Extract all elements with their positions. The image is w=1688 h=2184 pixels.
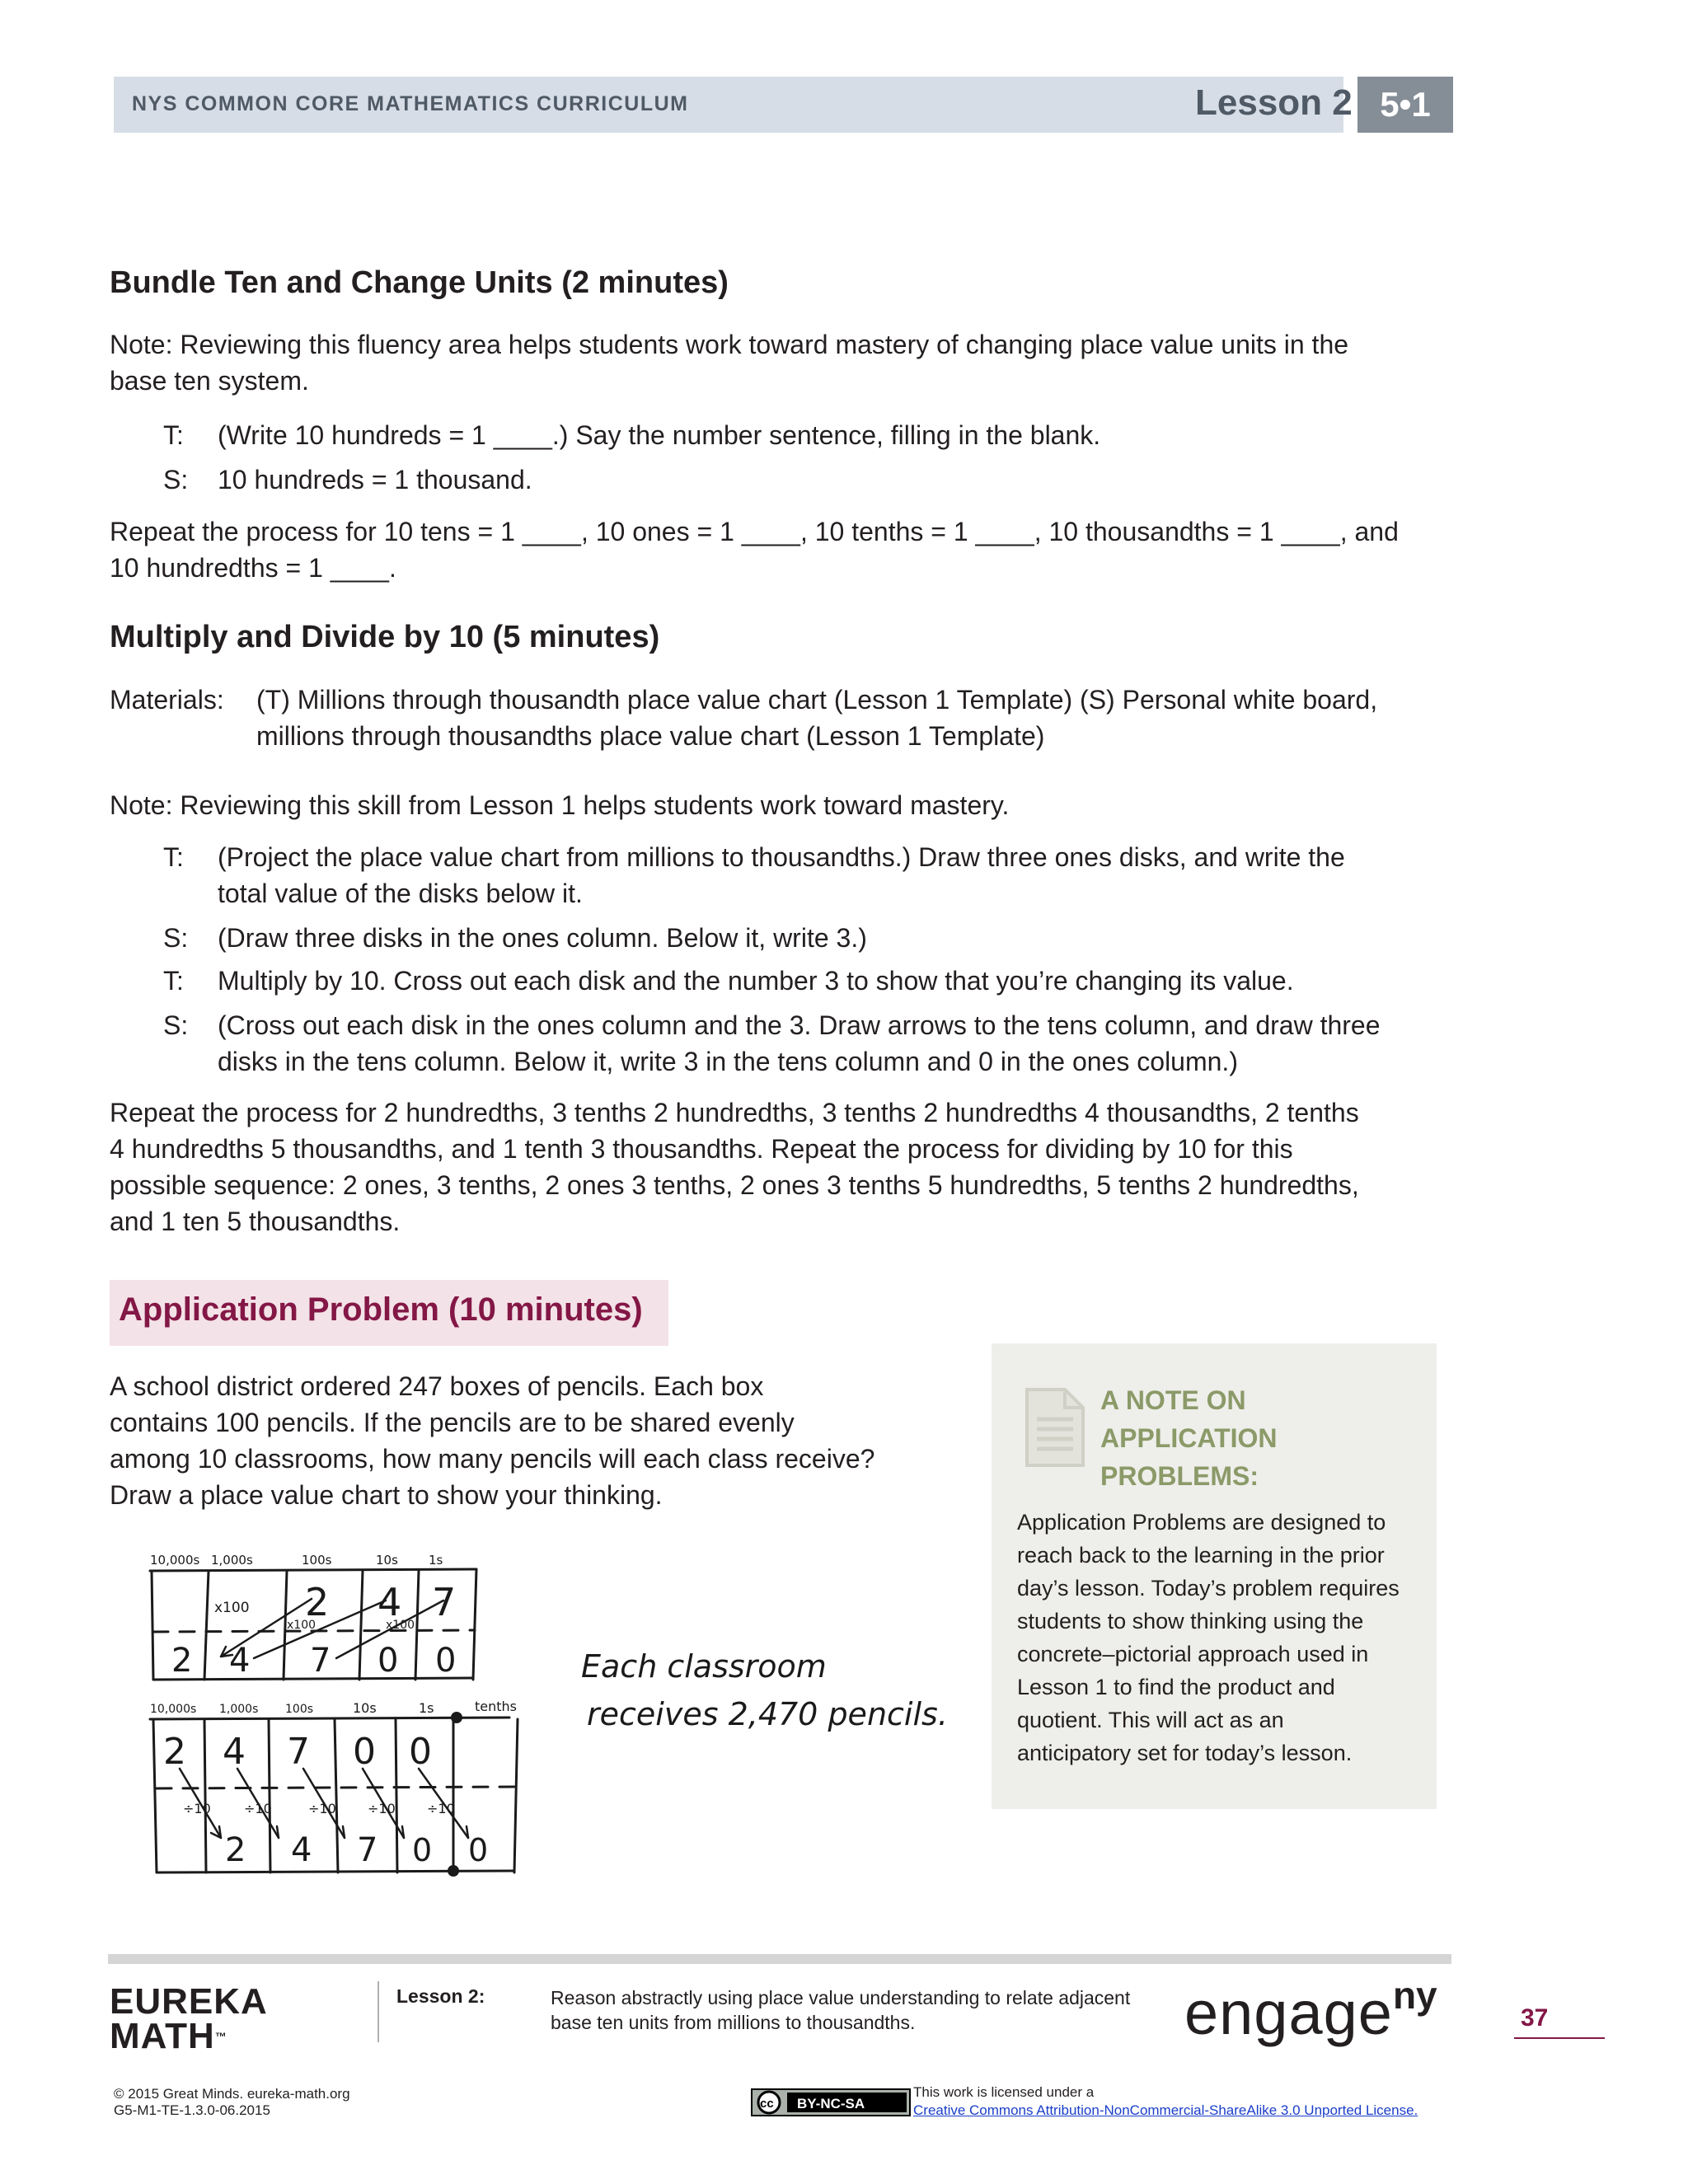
chart-digit: 0: [468, 1832, 489, 1868]
materials-line: millions through thousandths place value chart (Lesson 1 Template): [256, 721, 1045, 751]
note-text: [110, 326, 1348, 399]
chart-digit: 4: [291, 1831, 312, 1869]
note-heading-line: PROBLEMS:: [1100, 1461, 1259, 1491]
chart-rule: [150, 1569, 476, 1571]
chart-header: 1s: [419, 1700, 434, 1716]
repeat-line: and 1 ten 5 thousandths.: [110, 1207, 401, 1236]
note-body: [1017, 1506, 1421, 1769]
lesson-title: Lesson 2: [1195, 82, 1353, 123]
footer-description-line: Reason abstractly using place value understanding to relate adjacent: [551, 1987, 1131, 2008]
dialogue-text: (Project the place value chart from millions to thousandths.) Draw three ones disks, and write the: [218, 842, 1345, 872]
chart-digit: 2: [163, 1731, 186, 1773]
eureka-math-logo: [110, 1981, 268, 2056]
materials-label: Materials:: [110, 685, 224, 715]
arrow-label: x100: [386, 1619, 415, 1632]
footer-description-line: base ten units from millions to thousandths.: [551, 2012, 916, 2033]
arrow-label: ÷10: [368, 1801, 396, 1816]
license-text: This work is licensed under a: [913, 2084, 1095, 2100]
chart-column-lines: [153, 1719, 518, 1872]
chart-header: 100s: [285, 1703, 314, 1716]
cc-badge-label: BY-NC-SA: [797, 2096, 865, 2111]
note-body-line: quotient. This will act as an: [1017, 1708, 1284, 1732]
note-body-line: concrete–pictorial approach used in: [1017, 1642, 1369, 1666]
application-title: Application Problem (10 minutes): [119, 1291, 643, 1328]
page-number: 37: [1521, 2004, 1549, 2032]
note-body-line: Application Problems are designed to: [1017, 1510, 1386, 1535]
cc-icon: cc: [760, 2097, 774, 2111]
chart-header: 100s: [302, 1553, 332, 1568]
curriculum-title: NYS COMMON CORE MATHEMATICS CURRICULUM: [132, 92, 689, 115]
logo-line: EUREKA: [110, 1981, 268, 2022]
section-title-bundle-ten: Bundle Ten and Change Units (2 minutes): [110, 265, 729, 300]
repeat-line: 4 hundredths 5 thousandths, and 1 tenth 3 thousandths. Repeat the process for dividing by 10 for this: [110, 1134, 1293, 1164]
chart-digit: 7: [357, 1831, 378, 1869]
chart-header: 10,000s: [150, 1553, 200, 1568]
repeat-line: Repeat the process for 10 tens = 1 ____, 10 ones = 1 ____, 10 tenths = 1 ____, 10 thousandths = 1 ____, and: [110, 517, 1399, 546]
chart-digit: 0: [412, 1832, 433, 1868]
materials-text: [256, 682, 1377, 754]
note-heading-line: A NOTE ON: [1100, 1385, 1246, 1415]
document-code: G5-M1-TE-1.3.0-06.2015: [114, 2102, 270, 2118]
module-badge: 5•1: [1357, 77, 1453, 133]
answer-line: Each classroom: [581, 1648, 827, 1685]
arrow-label: ÷10: [427, 1801, 455, 1816]
ny-text: ny: [1392, 1974, 1437, 2017]
chart-digit: 7: [432, 1580, 457, 1624]
note-body-line: reach back to the learning in the prior: [1017, 1543, 1385, 1568]
problem-line: Draw a place value chart to show your thinking.: [110, 1480, 663, 1510]
chart-digit: 4: [223, 1731, 246, 1773]
dialogue-text: disks in the tens column. Below it, write 3 in the tens column and 0 in the ones column.): [218, 1047, 1238, 1076]
chart-header: 1s: [429, 1553, 443, 1568]
chart-digit: 4: [229, 1642, 251, 1680]
speaker-label: T:: [163, 966, 184, 996]
speaker-label: S:: [163, 1010, 189, 1040]
materials-line: (T) Millions through thousandth place value chart (Lesson 1 Template) (S) Personal white board,: [256, 685, 1378, 715]
chart-rule: [157, 1871, 514, 1872]
repeat-text: [110, 1094, 1359, 1240]
speaker-label: S:: [163, 465, 189, 494]
dialogue-text: (Draw three disks in the ones column. Below it, write 3.): [218, 923, 867, 953]
chart-digit: 7: [287, 1731, 310, 1773]
chart-digit: 0: [435, 1642, 457, 1680]
repeat-text: [110, 513, 1399, 586]
dialogue-text: 10 hundreds = 1 thousand.: [218, 465, 532, 494]
arrow-label: ÷10: [308, 1801, 336, 1816]
footer-description: [551, 1985, 1177, 2035]
chart-digit: 0: [409, 1731, 432, 1773]
note-body-line: students to show thinking using the: [1017, 1609, 1364, 1633]
arrow-label: ÷10: [183, 1801, 211, 1816]
problem-text: [110, 1368, 967, 1513]
chart-digit: 7: [310, 1642, 331, 1680]
chart-header: 10s: [376, 1553, 398, 1568]
logo-line: MATH: [110, 2016, 215, 2056]
cc-license-badge[interactable]: [751, 2088, 911, 2116]
place-value-chart-divide: [147, 1698, 542, 1883]
footer-rule: [108, 1954, 1451, 1964]
chart-header: 10,000s: [150, 1703, 197, 1716]
dialogue-text: total value of the disks below it.: [218, 879, 583, 908]
arrow-label: x100: [287, 1619, 316, 1632]
chart-header: 1,000s: [219, 1703, 259, 1716]
speaker-label: S:: [163, 923, 189, 953]
problem-line: among 10 classrooms, how many pencils will each class receive?: [110, 1444, 875, 1474]
trademark: ™: [214, 2030, 227, 2043]
speaker-label: T:: [163, 420, 184, 450]
section-title-multiply-divide: Multiply and Divide by 10 (5 minutes): [110, 620, 660, 654]
decimal-point: [448, 1865, 459, 1877]
chart-header: 10s: [353, 1700, 377, 1716]
problem-line: A school district ordered 247 boxes of pencils. Each box: [110, 1371, 764, 1401]
note-line: Note: Reviewing this fluency area helps students work toward mastery of changing place value units in the: [110, 330, 1349, 359]
note-text: Note: Reviewing this skill from Lesson 1 helps students work toward mastery.: [110, 790, 1010, 820]
license-link[interactable]: Creative Commons Attribution-NonCommercial-ShareAlike 3.0 Unported License.: [913, 2102, 1418, 2118]
chart-header: 1,000s: [211, 1553, 253, 1568]
chart-header: tenths: [475, 1699, 518, 1714]
note-body-line: anticipatory set for today’s lesson.: [1017, 1741, 1353, 1765]
answer-line: receives 2,470 pencils.: [587, 1696, 948, 1732]
speaker-label: T:: [163, 842, 184, 872]
dialogue-text: (Write 10 hundreds = 1 ____.) Say the number sentence, filling in the blank.: [218, 420, 1101, 450]
chart-digit: 2: [225, 1831, 246, 1869]
copyright-text: © 2015 Great Minds. eureka-math.org: [114, 2086, 350, 2102]
engage-text: engage: [1184, 1979, 1393, 2047]
note-heading-line: APPLICATION: [1100, 1423, 1278, 1453]
chart-digit: 0: [377, 1642, 399, 1680]
note-line: base ten system.: [110, 366, 309, 396]
chart-digit: 2: [171, 1642, 193, 1680]
footer-divider: [377, 1981, 379, 2042]
dialogue-text: Multiply by 10. Cross out each disk and the number 3 to show that you’re changing its value.: [218, 966, 1294, 996]
repeat-line: possible sequence: 2 ones, 3 tenths, 2 ones 3 tenths, 2 ones 3 tenths 5 hundredths, 5 tenths 2 hundredths,: [110, 1170, 1359, 1200]
repeat-line: 10 hundredths = 1 ____.: [110, 553, 396, 583]
dialogue-text: (Cross out each disk in the ones column and the 3. Draw arrows to the tens column, and draw three: [218, 1010, 1381, 1040]
note-heading: [1100, 1381, 1315, 1495]
chart-digit: 4: [377, 1580, 402, 1624]
chart-digit: 0: [353, 1731, 376, 1773]
arrow-label: x100: [214, 1600, 250, 1616]
repeat-line: Repeat the process for 2 hundredths, 3 tenths 2 hundredths, 3 tenths 2 hundredths 4 thousandths, 2 tenths: [110, 1098, 1359, 1127]
page-number-rule: [1514, 2037, 1605, 2039]
note-body-line: Lesson 1 to find the product and: [1017, 1675, 1335, 1699]
document-icon: [1022, 1386, 1088, 1469]
footer-lesson-label: Lesson 2:: [396, 1985, 485, 2007]
arrow-label: ÷10: [244, 1801, 272, 1816]
decimal-point: [451, 1712, 462, 1723]
engageny-logo: [1184, 1974, 1437, 2048]
note-body-line: day’s lesson. Today’s problem requires: [1017, 1576, 1400, 1601]
chart-digit: 2: [305, 1580, 330, 1624]
place-value-chart-multiply: [147, 1549, 493, 1690]
problem-line: contains 100 pencils. If the pencils are to be shared evenly: [110, 1408, 795, 1437]
